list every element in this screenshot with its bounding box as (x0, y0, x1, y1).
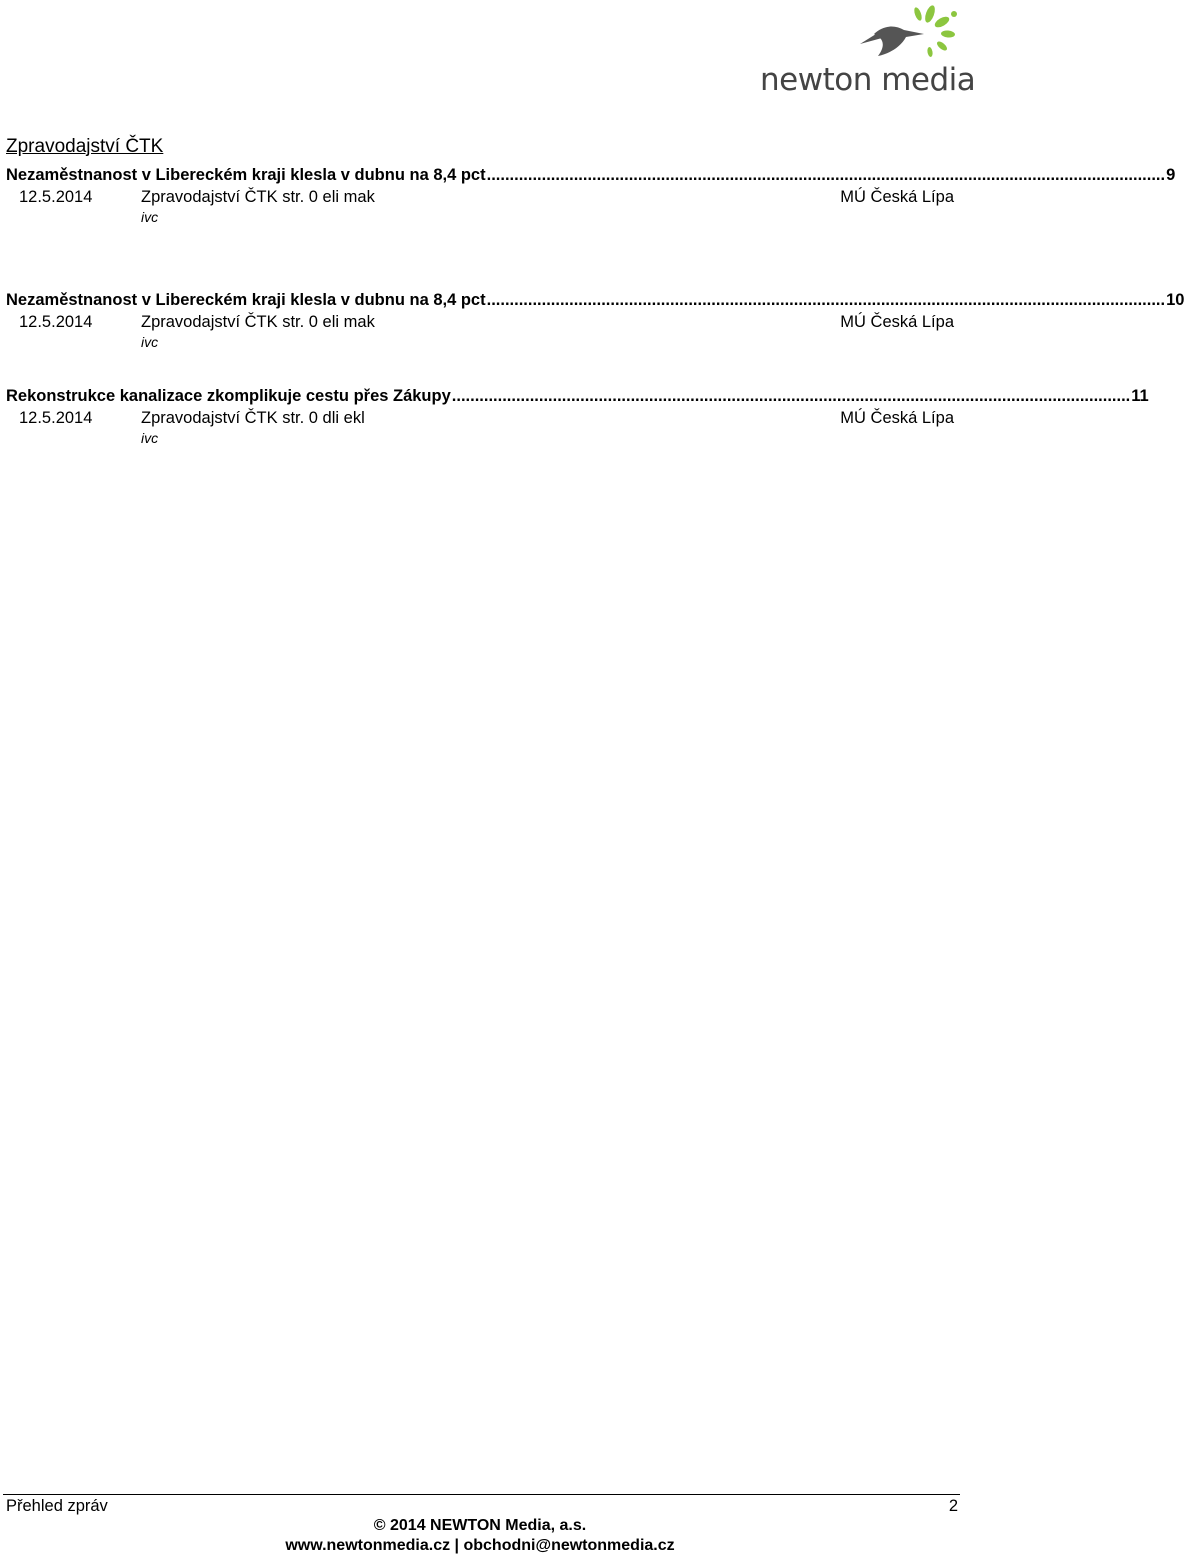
article-title: Rekonstrukce kanalizace zkomplikuje cestu přes Zákupy (6, 387, 451, 405)
article-entry[interactable] (6, 289, 1184, 351)
newton-media-logo (760, 4, 976, 98)
article-entry[interactable] (6, 164, 1176, 226)
article-meta (6, 407, 954, 429)
section-title[interactable]: Zpravodajství ČTK (6, 136, 164, 157)
article-author: ivc (141, 430, 159, 446)
article-page-number: 10 (1166, 291, 1184, 309)
article-heading[interactable] (6, 289, 1184, 311)
article-date: 12.5.2014 (19, 188, 93, 206)
article-entry[interactable] (6, 385, 1149, 447)
article-title: Nezaměstnanost v Libereckém kraji klesla v dubnu na 8,4 pct (6, 291, 486, 309)
logo-wordmark: newton media (760, 62, 976, 98)
article-client: MÚ Česká Lípa (840, 409, 954, 427)
leader-dots: .................................................................................................................................................... (451, 387, 1131, 405)
footer-contact[interactable]: www.newtonmedia.cz | obchodni@newtonmedia.cz (285, 1537, 675, 1554)
article-author: ivc (141, 334, 159, 350)
article-meta (6, 311, 954, 333)
footer-copyright: © 2014 NEWTON Media, a.s. (373, 1517, 587, 1534)
article-page-number: 11 (1131, 387, 1149, 405)
article-source: Zpravodajství ČTK str. 0 eli mak (141, 188, 375, 206)
footer-document-title: Přehled zpráv (6, 1497, 108, 1515)
hummingbird-icon (830, 4, 960, 64)
footer-page-number: 2 (948, 1497, 958, 1515)
leader-dots: .................................................................................................................................................... (486, 291, 1166, 309)
article-source: Zpravodajství ČTK str. 0 dli ekl (141, 409, 365, 427)
article-meta (6, 186, 954, 208)
article-page-number: 9 (1166, 166, 1176, 184)
article-source: Zpravodajství ČTK str. 0 eli mak (141, 313, 375, 331)
footer-divider (3, 1494, 960, 1495)
article-heading[interactable] (6, 164, 1176, 186)
article-date: 12.5.2014 (19, 313, 93, 331)
article-date: 12.5.2014 (19, 409, 93, 427)
article-heading[interactable] (6, 385, 1149, 407)
leader-dots: .................................................................................................................................................... (486, 166, 1166, 184)
article-author: ivc (141, 209, 159, 225)
article-title: Nezaměstnanost v Libereckém kraji klesla v dubnu na 8,4 pct (6, 166, 486, 184)
article-client: MÚ Česká Lípa (840, 313, 954, 331)
article-client: MÚ Česká Lípa (840, 188, 954, 206)
